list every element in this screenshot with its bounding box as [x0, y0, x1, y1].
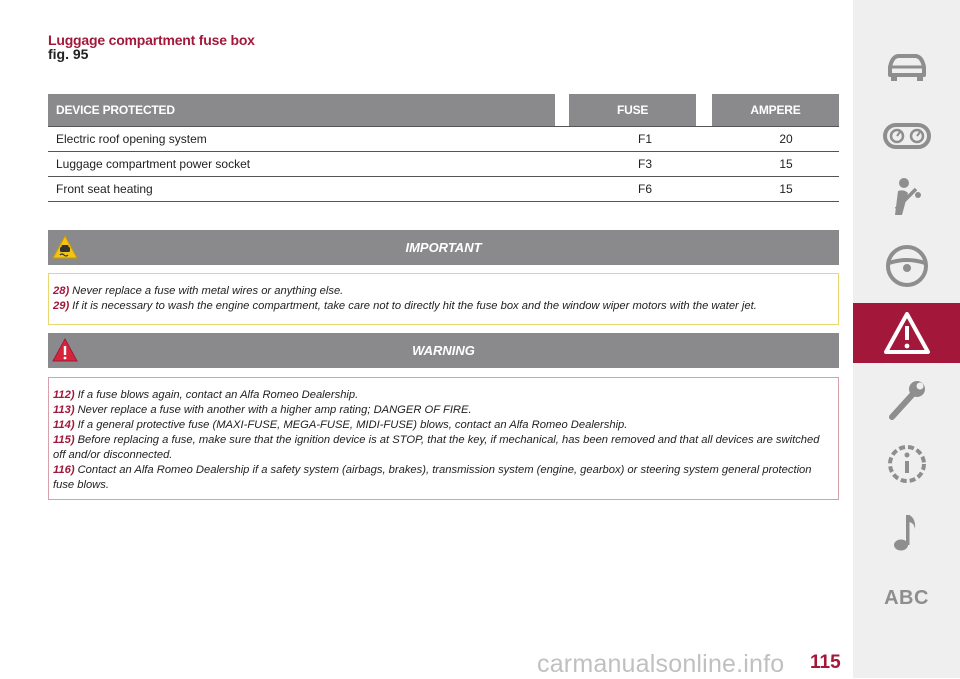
- table-header: [48, 94, 839, 126]
- sidebar-item-emergency[interactable]: [853, 303, 960, 363]
- figure-reference: fig. 95: [48, 46, 89, 62]
- note-item: [53, 299, 834, 314]
- important-notes: [48, 273, 839, 325]
- ampere-cell: 15: [779, 157, 793, 171]
- chapter-sidebar: [853, 0, 960, 678]
- fuse-cell: F3: [637, 157, 652, 171]
- sidebar-item-vehicle[interactable]: [853, 38, 960, 98]
- note-number: 28): [53, 285, 70, 297]
- device-cell: Front seat heating: [56, 182, 153, 196]
- device-cell: Luggage compartment power socket: [56, 157, 251, 171]
- warning-triangle-icon: [882, 310, 932, 356]
- watermark: carmanualsonline.info: [537, 650, 785, 678]
- info-gear-icon: [882, 441, 932, 487]
- note-item: [53, 433, 834, 463]
- warning-notes: [48, 377, 839, 500]
- note-text: Contact an Alfa Romeo Dealership if a safety system (airbags, brakes), transmission system (engine, gearbox) or steering system general protection fuse blows.: [53, 464, 812, 491]
- ampere-cell: 15: [779, 182, 793, 196]
- note-number: 113): [53, 404, 75, 416]
- note-item: [53, 418, 834, 433]
- page-number: 115: [810, 652, 841, 673]
- sidebar-item-technical-data[interactable]: [853, 434, 960, 494]
- note-number: 114): [53, 419, 75, 431]
- fuse-cell: F6: [637, 182, 652, 196]
- note-text: Never replace a fuse with metal wires or anything else.: [72, 285, 344, 297]
- note-text: Never replace a fuse with another with a higher amp rating; DANGER OF FIRE.: [77, 404, 472, 416]
- column-header-ampere: AMPERE: [712, 94, 839, 126]
- sidebar-item-safety[interactable]: [853, 168, 960, 228]
- note-text: If it is necessary to wash the engine compartment, take care not to directly hit the fuse box and the window wiper motors with the water jet.: [72, 300, 757, 312]
- car-icon: [882, 45, 932, 91]
- column-header-device: DEVICE PROTECTED: [48, 94, 555, 126]
- note-item: [53, 388, 834, 403]
- table-row: [48, 151, 839, 176]
- car-skid-caution-icon: [52, 234, 78, 260]
- warning-triangle-icon: [52, 337, 78, 363]
- music-note-icon: [882, 509, 932, 555]
- fuse-cell: F1: [637, 132, 652, 146]
- section-title: Luggage compartment fuse box: [48, 32, 255, 48]
- sidebar-item-maintenance[interactable]: [853, 370, 960, 430]
- note-item: [53, 284, 834, 299]
- note-item: [53, 403, 834, 418]
- table-row: [48, 126, 839, 151]
- sidebar-item-instruments[interactable]: [853, 106, 960, 166]
- warning-heading: WARNING: [412, 343, 475, 358]
- note-item: [53, 463, 834, 493]
- dashboard-icon: [882, 113, 932, 159]
- note-number: 112): [53, 389, 75, 401]
- note-number: 116): [53, 464, 75, 476]
- important-heading-bar: [48, 230, 839, 265]
- note-text: If a fuse blows again, contact an Alfa Romeo Dealership.: [77, 389, 359, 401]
- seatbelt-icon: [882, 175, 932, 221]
- steering-wheel-icon: [882, 243, 932, 289]
- fuse-table: [48, 94, 839, 202]
- note-number: 29): [53, 300, 70, 312]
- column-header-fuse: FUSE: [569, 94, 696, 126]
- sidebar-item-index[interactable]: [853, 568, 960, 628]
- sidebar-item-multimedia[interactable]: [853, 502, 960, 562]
- warning-heading-bar: [48, 333, 839, 368]
- table-row: [48, 176, 839, 202]
- index-label: ABC: [884, 586, 929, 609]
- important-heading: IMPORTANT: [405, 240, 482, 255]
- wrench-icon: [882, 377, 932, 423]
- note-text: If a general protective fuse (MAXI-FUSE, MEGA-FUSE, MIDI-FUSE) blows, contact an Alfa Romeo Dealership.: [77, 419, 628, 431]
- device-cell: Electric roof opening system: [56, 132, 207, 146]
- note-text: Before replacing a fuse, make sure that the ignition device is at STOP, that the key, if mechanical, has been removed and that all devices are switched off and/or disconnected.: [53, 434, 820, 461]
- note-number: 115): [53, 434, 75, 446]
- sidebar-item-driving[interactable]: [853, 236, 960, 296]
- ampere-cell: 20: [779, 132, 793, 146]
